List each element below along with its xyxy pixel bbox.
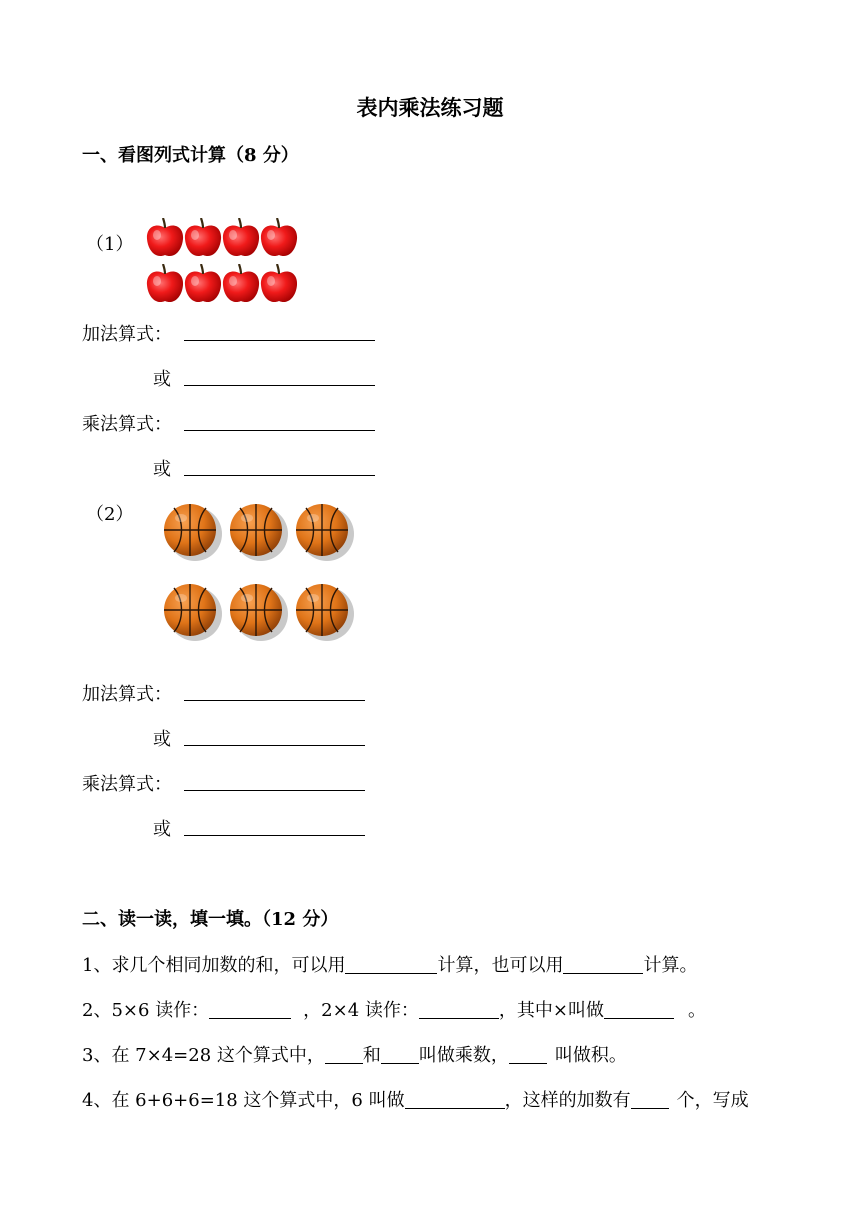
question-4 xyxy=(82,1086,749,1112)
question-text: ，其中×叫做 xyxy=(498,1000,604,1021)
answer-line[interactable] xyxy=(184,340,375,341)
fill-blank[interactable] xyxy=(405,1090,505,1109)
answer-line[interactable] xyxy=(184,835,365,836)
problem-1-number: （1） xyxy=(86,234,134,255)
question-2 xyxy=(82,996,706,1022)
answer-line[interactable] xyxy=(184,790,365,791)
answer-line[interactable] xyxy=(184,475,375,476)
basketball-icon xyxy=(296,504,354,561)
or-label: 或 xyxy=(153,369,171,390)
question-text: 个，写成 xyxy=(676,1090,749,1111)
fill-blank[interactable] xyxy=(381,1045,419,1064)
answer-line[interactable] xyxy=(184,745,365,746)
answer-line[interactable] xyxy=(184,700,365,701)
basketball-icon xyxy=(230,504,288,561)
multiplication-label: 乘法算式： xyxy=(82,774,172,795)
question-text: 计算，也可以用 xyxy=(437,955,564,976)
apple-icon xyxy=(147,218,183,256)
question-1 xyxy=(82,951,697,977)
fill-blank[interactable] xyxy=(419,1000,499,1019)
fill-blank[interactable] xyxy=(631,1090,669,1109)
question-text: 3、在 7×4=28 这个算式中， xyxy=(82,1045,325,1066)
question-text: 和 xyxy=(362,1045,381,1066)
question-3 xyxy=(82,1041,627,1067)
fill-blank[interactable] xyxy=(604,1000,674,1019)
or-label: 或 xyxy=(153,729,171,750)
question-text: 2、5×6 读作： xyxy=(82,1000,210,1021)
apple-icon xyxy=(261,218,297,256)
answer-line[interactable] xyxy=(184,430,375,431)
addition-label: 加法算式： xyxy=(82,684,172,705)
question-text: 计算。 xyxy=(643,955,698,976)
basketball-icon xyxy=(164,584,222,641)
problem-2-number: （2） xyxy=(86,504,134,525)
fill-blank[interactable] xyxy=(209,1000,291,1019)
apple-icon xyxy=(185,264,221,302)
page-title: 表内乘法练习题 xyxy=(356,95,504,120)
addition-label: 加法算式： xyxy=(82,324,172,345)
apple-icon xyxy=(261,264,297,302)
section-2-heading: 二、读一读，填一填。（12 分） xyxy=(82,909,339,930)
basketball-icon xyxy=(296,584,354,641)
question-text: 4、在 6+6+6=18 这个算式中，6 叫做 xyxy=(82,1090,405,1111)
answer-line[interactable] xyxy=(184,385,375,386)
basketball-icon xyxy=(164,504,222,561)
fill-blank[interactable] xyxy=(325,1045,363,1064)
fill-blank[interactable] xyxy=(345,955,437,974)
question-text: 。 xyxy=(687,1000,706,1021)
question-text: ，2×4 读作： xyxy=(303,1000,419,1021)
apple-icon xyxy=(223,218,259,256)
multiplication-label: 乘法算式： xyxy=(82,414,172,435)
question-text: 1、求几个相同加数的和，可以用 xyxy=(82,955,346,976)
question-text: ，这样的加数有 xyxy=(504,1090,631,1111)
question-text: 叫做乘数， xyxy=(418,1045,509,1066)
basketball-icon xyxy=(230,584,288,641)
question-text: 叫做积。 xyxy=(554,1045,627,1066)
apple-icon xyxy=(147,264,183,302)
fill-blank[interactable] xyxy=(563,955,643,974)
apple-icon xyxy=(223,264,259,302)
or-label: 或 xyxy=(153,819,171,840)
fill-blank[interactable] xyxy=(509,1045,547,1064)
or-label: 或 xyxy=(153,459,171,480)
basketball-picture xyxy=(162,502,356,648)
section-1-heading: 一、看图列式计算（8 分） xyxy=(82,145,299,166)
apple-picture xyxy=(146,216,298,308)
apple-icon xyxy=(185,218,221,256)
